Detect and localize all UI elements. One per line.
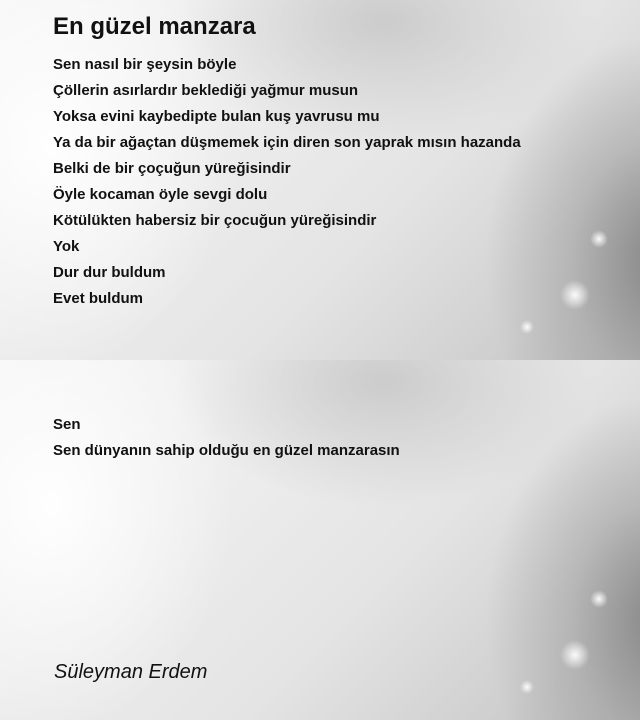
poem-line: Sen nasıl bir şeysin böyle	[53, 56, 237, 73]
bokeh-light	[590, 590, 608, 608]
poem-stanza-1	[53, 52, 521, 312]
poem-author: Süleyman Erdem	[54, 661, 208, 683]
poem-panel-bottom	[0, 360, 640, 720]
bokeh-light	[590, 230, 608, 248]
poem-line: Çöllerin asırlardır beklediği yağmur musun	[53, 82, 359, 99]
poem-line: Yok	[53, 238, 80, 255]
poem-line: Yoksa evini kaybedipte bulan kuş yavrusu mu	[53, 108, 380, 125]
bokeh-light	[520, 320, 534, 334]
poem-line: Ya da bir ağaçtan düşmemek için diren son yaprak mısın hazanda	[53, 134, 521, 151]
poem-line: Sen	[53, 416, 81, 433]
poem-line: Kötülükten habersiz bir çocuğun yüreğisindir	[53, 212, 377, 229]
bokeh-light	[520, 680, 534, 694]
poem-stanza-2	[53, 412, 400, 464]
poem-line: Belki de bir çoçuğun yüreğisindir	[53, 160, 291, 177]
poem-line: Sen dünyanın sahip olduğu en güzel manzarasın	[53, 442, 400, 459]
poem-title: En güzel manzara	[53, 13, 256, 40]
bokeh-light	[560, 640, 590, 670]
poem-line: Dur dur buldum	[53, 264, 166, 281]
poem-line: Evet buldum	[53, 290, 144, 307]
bokeh-light	[560, 280, 590, 310]
poem-line: Öyle kocaman öyle sevgi dolu	[53, 186, 268, 203]
